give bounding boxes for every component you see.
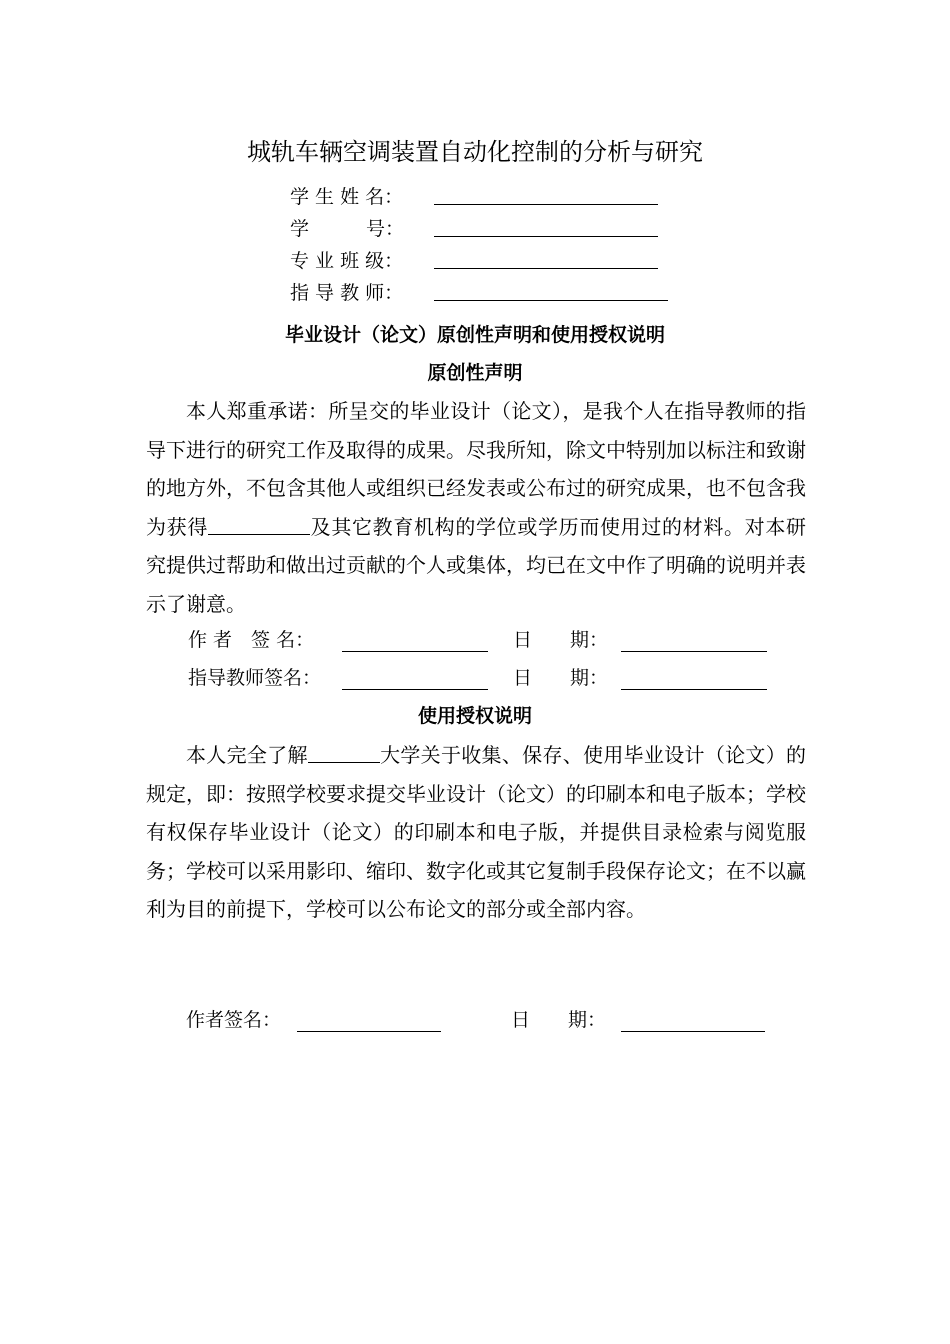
student-id-label: 学 号： xyxy=(290,218,405,240)
declaration-title: 毕业设计（论文）原创性声明和使用授权说明 xyxy=(284,324,665,346)
author-date-field[interactable] xyxy=(621,650,767,652)
university-blank[interactable] xyxy=(308,742,380,763)
author-date-label: 日 期： xyxy=(513,629,609,651)
document-title: 城轨车辆空调装置自动化控制的分析与研究 xyxy=(247,138,703,166)
authorization-text-1: 本人完全了解 xyxy=(186,743,308,767)
author-sign-field[interactable] xyxy=(342,650,488,652)
originality-text-2: 及其它教育机构的学位或学历而使用过的材料。对本研究提供过帮助和做出过贡献的个人或集体，均已在文中作了明确的说明并表示了谢意。 xyxy=(146,514,806,616)
authorization-heading: 使用授权说明 xyxy=(417,705,532,727)
student-name-field[interactable] xyxy=(434,182,658,205)
degree-blank[interactable] xyxy=(208,514,310,535)
author-sign-label: 作 者 签 名： xyxy=(188,629,315,651)
originality-heading: 原创性声明 xyxy=(427,362,523,384)
student-name-label: 学 生 姓 名： xyxy=(290,186,404,208)
advisor-sign-field[interactable] xyxy=(342,688,488,690)
advisor-sign-label: 指导教师签名： xyxy=(188,667,322,689)
advisor-row xyxy=(290,278,668,308)
advisor-label: 指 导 教 师： xyxy=(290,282,404,304)
major-class-row xyxy=(290,246,658,276)
authorization-text-2: 大学关于收集、保存、使用毕业设计（论文）的规定，即：按照学校要求提交毕业设计（论文）的印刷本和电子版本；学校有权保存毕业设计（论文）的印刷本和电子版，并提供目录检索与阅览服务；学校可以采用影印、缩印、数字化或其它复制手段保存论文；在不以赢利为目的前提下，学校可以公布论文的部分或全部内容。 xyxy=(146,743,807,921)
advisor-field[interactable] xyxy=(434,278,668,301)
final-date-field[interactable] xyxy=(621,1030,765,1032)
originality-text-1: 本人郑重承诺：所呈交的毕业设计（论文），是我个人在指导教师的指导下进行的研究工作及取得的成果。尽我所知，除文中特别加以标注和致谢的地方外，不包含其他人或组织已经发表或公布过的研究成果，也不包含我为获得 xyxy=(146,399,806,539)
student-name-row xyxy=(290,182,658,212)
final-date-label: 日 期： xyxy=(511,1009,607,1031)
originality-paragraph xyxy=(146,392,806,623)
major-class-field[interactable] xyxy=(434,246,658,269)
authorization-paragraph xyxy=(146,736,806,929)
final-author-sign-label: 作者签名： xyxy=(186,1009,282,1031)
advisor-date-field[interactable] xyxy=(621,688,767,690)
student-id-field[interactable] xyxy=(434,214,658,237)
major-class-label: 专 业 班 级： xyxy=(290,250,404,272)
student-id-row xyxy=(290,214,658,244)
advisor-date-label: 日 期： xyxy=(513,667,609,689)
final-author-sign-field[interactable] xyxy=(297,1030,441,1032)
